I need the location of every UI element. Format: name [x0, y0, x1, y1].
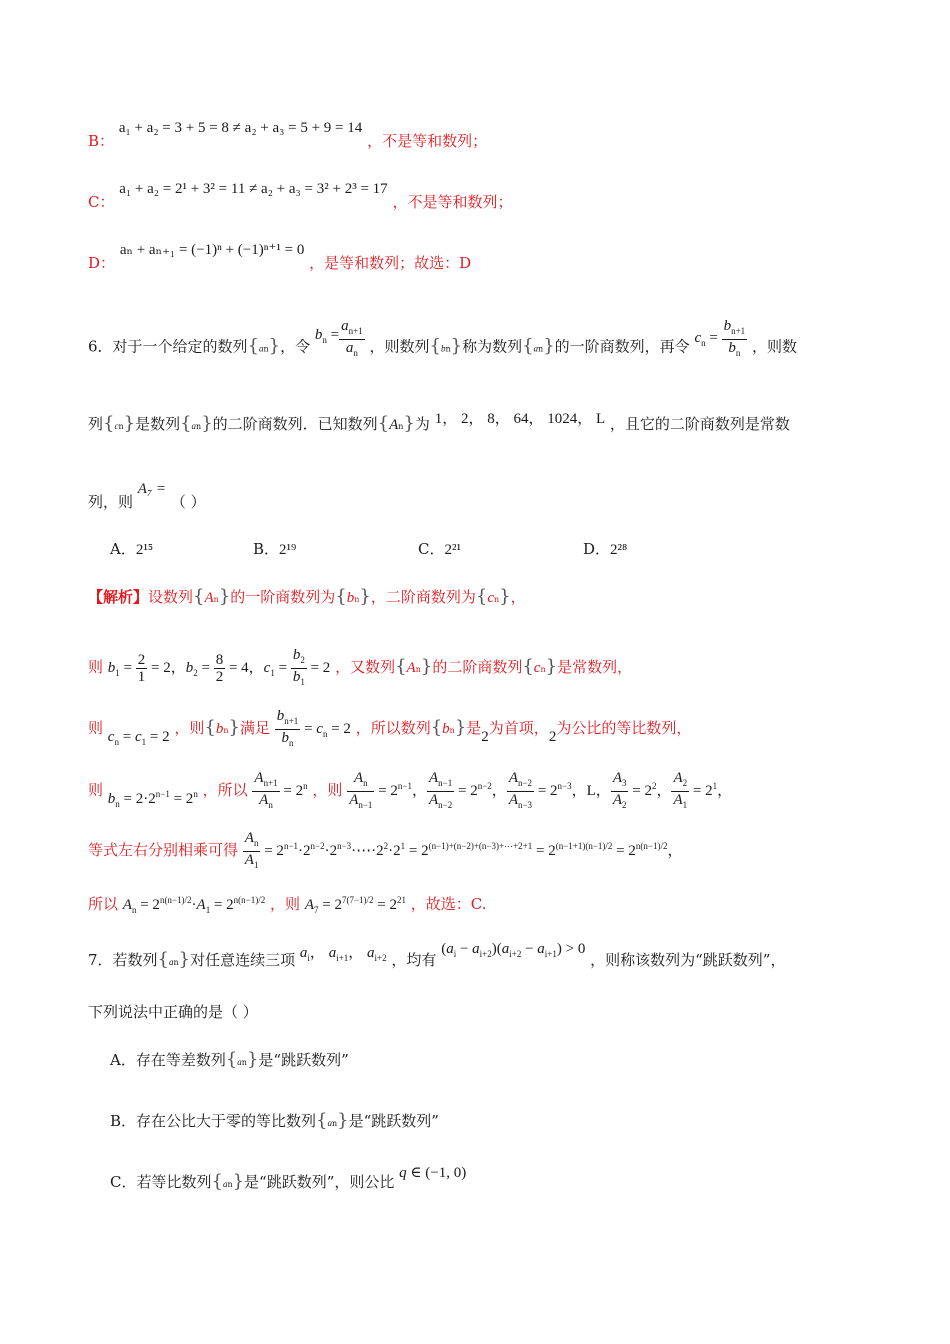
q7-option-c[interactable]: C．若等比数列{an}是“跳跃数列”，则公比 q ∈ (−1, 0) — [110, 1165, 467, 1192]
q6-solution-5: 等式左右分别相乘可得 $\frac{A_n}{A_1}$ = $2^{n-1}\cdot 2^{n-2}\cdot 2^{n-3}\cdot\cdots\cdot 2^2\cdot 2^1 = 2^{(n-1)+(n-2)+(n-3)+\cdots+2+1} = 2^{(n-1+1)(n-1)/2} = 2^{n(n-1)/2}$， — [88, 830, 683, 870]
q7-option-a[interactable]: A．存在等差数列{an}是“跳跃数列” — [110, 1049, 349, 1070]
q6-solution-1: 【解析】设数列{An}的一阶商数列为{bn}，二阶商数列为{cn}， — [88, 586, 526, 607]
bn-definition: $b_n$ = — [314, 327, 340, 345]
solution-line-d: D： aₙ + aₙ₊₁ = (−1)ⁿ + (−1)ⁿ⁺¹ = 0 ，是等和数列；故选：D — [88, 242, 472, 272]
q7-line-2: 下列说法中正确的是（ ） — [88, 1003, 258, 1021]
given-sequence: 1， 2， 8， 64， 1024， L — [434, 411, 606, 427]
q7-option-b[interactable]: B．存在公比大于零的等比数列{an}是“跳跃数列” — [110, 1110, 439, 1131]
q7-line-1: 7．若数列{an}对任意连续三项 $a_i$， $a_{i+1}$， $a_{i+2}$ ，均有 $(a_i - a_{i+2})(a_{i+2} - a_{i+1}) > 0$ ，则称该数列为“跳跃数列”， — [88, 941, 786, 970]
q6-solution-2: 则 $b_1$ = $\frac{2}{1}$ = 2，$b_2$ = $\frac{8}{2}$ = 4，$c_1$ = $\frac{b_2}{b_1}$ = 2 ，又数列{An}的二阶商数列{cn}是常数列， — [88, 647, 633, 687]
math-d: aₙ + aₙ₊₁ = (−1)ⁿ + (−1)ⁿ⁺¹ = 0 — [119, 242, 305, 258]
math-c: a₁ + a₂ = 2¹ + 3² = 11 ≠ a₂ + a₃ = 3² + 2³ = 17 — [119, 181, 388, 197]
solution-line-c: C： a₁ + a₂ = 2¹ + 3² = 11 ≠ a₂ + a₃ = 3² + 2³ = 17 ，不是等和数列； — [88, 181, 513, 211]
math-b: a₁ + a₂ = 3 + 5 = 8 ≠ a₂ + a₃ = 5 + 9 = 14 — [118, 120, 363, 136]
q6-option-d[interactable]: D．2²⁸ — [583, 540, 628, 558]
solution-line-b: B： a₁ + a₂ = 3 + 5 = 8 ≠ a₂ + a₃ = 5 + 9 = 14 ，不是等和数列； — [88, 120, 488, 150]
q6-line-2: 列{cn}是数列{an}的二阶商数列．已知数列{An}为 1， 2， 8， 64， 1024， L ，且它的二阶商数列是常数 — [88, 411, 790, 434]
q6-solution-6: 所以 $A_n = 2^{n(n-1)/2}\cdot A_1 = 2^{n(n-1)/2}$ ，则 $A_7 = 2^{7(7-1)/2} = 2^{21}$ ，故选：C. — [88, 895, 487, 915]
q6-solution-3: 则 $c_n = c_1 = 2$ ，则{bn}满足 $\frac{b_{n+1}}{b_n}$ = $c_n = 2$ ，所以数列{bn}是2为首项，2为公比的等比数列， — [88, 708, 692, 748]
q6-solution-4: 则 $b_n = 2\cdot 2^{n-1} = 2^n$ ，所以 $\frac{A_{n+1}}{A_n}$ = $2^n$ ，则 $\frac{A_n}{A_{n-1}}$ = $2^{n-1}$， $\frac{A_{n-1}}{A_{n-2}}$ = $2^{n-2}$， $\frac{A_{n-2}}{A_{n-3}}$ = $2^{n-3}$，L， $\frac{A_3}{A_2}$ = $2^2$， $\frac{A_2}{A_1}$ = $2^1$， — [88, 770, 733, 810]
q6-line-1: 6．对于一个给定的数列{an}，令 $b_n$ = $\frac{a_{n+1}}{a_n}$ ，则数列{bn}称为数列{an}的一阶商数列，再令 $c_n$ = $\frac{b_{n+1}}{b_n}$ ，则数 — [88, 318, 797, 358]
q6-option-c[interactable]: C．2²¹ — [418, 540, 461, 558]
q6-option-a[interactable]: A．2¹⁵ — [110, 540, 154, 558]
q6-option-b[interactable]: B．2¹⁹ — [253, 540, 297, 558]
a7-expr: A₇ = — [137, 481, 167, 497]
q6-line-3: 列，则 A₇ = （ ） — [88, 481, 206, 511]
